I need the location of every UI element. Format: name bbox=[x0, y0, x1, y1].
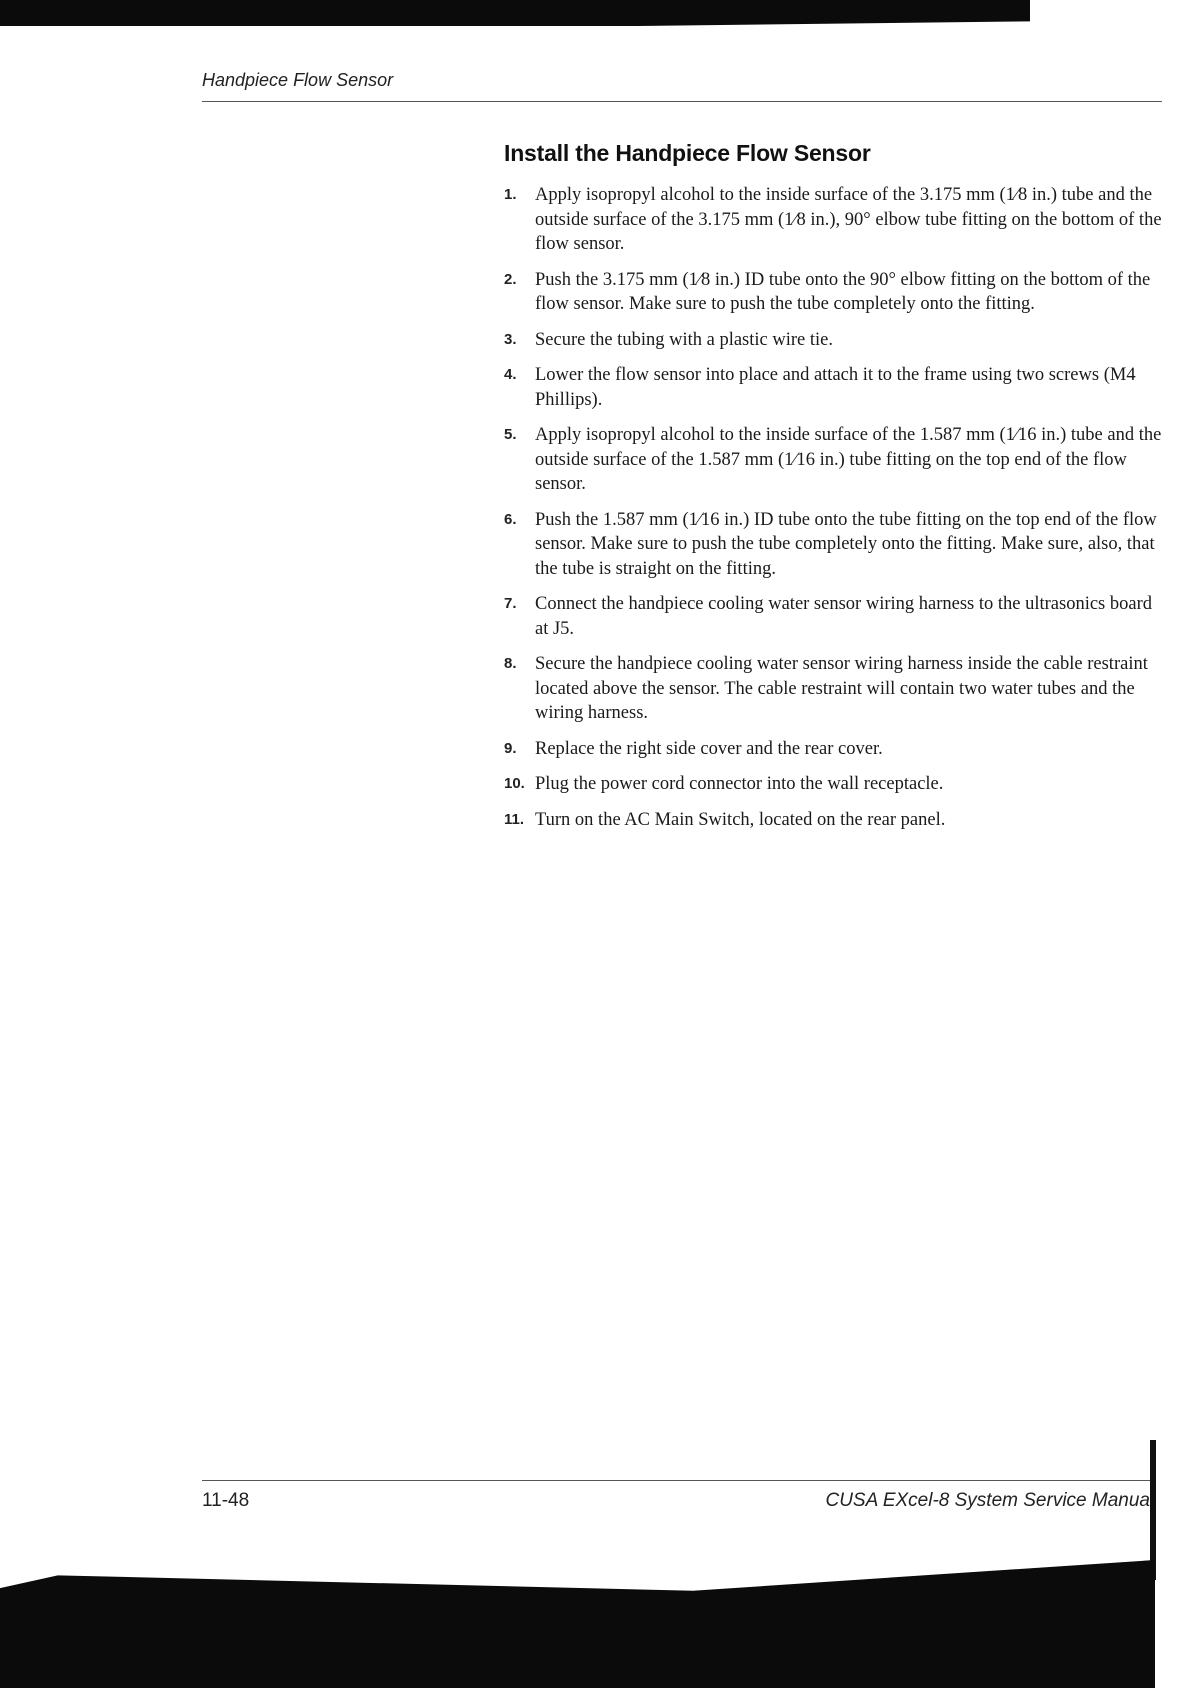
step-item bbox=[504, 268, 1164, 317]
step-text: Push the 3.175 mm (1⁄8 in.) ID tube onto the 90° elbow fitting on the bottom of the flow sensor. Make sure to push the tube completely onto the fitting. bbox=[535, 269, 1151, 314]
scan-right-edge bbox=[1150, 1440, 1156, 1580]
step-text: Secure the handpiece cooling water sensor wiring harness inside the cable restraint located above the sensor. The cable restraint will contain two water tubes and the wiring harness. bbox=[535, 654, 1148, 723]
step-text: Apply isopropyl alcohol to the inside surface of the 1.587 mm (1⁄16 in.) tube and the outside surface of the 1.587 mm (1⁄16 in.) tube fitting on the top end of the flow sensor. bbox=[535, 425, 1162, 494]
step-number: 10. bbox=[504, 775, 525, 792]
procedure-steps bbox=[504, 183, 1164, 843]
step-item bbox=[504, 508, 1164, 582]
step-item bbox=[504, 328, 1164, 353]
step-number: 9. bbox=[504, 739, 517, 757]
step-text: Push the 1.587 mm (1⁄16 in.) ID tube onto the tube fitting on the top end of the flow sensor. Make sure to push the tube completely onto the fitting. Make sure, also, that the tube is straight on the fitting. bbox=[535, 509, 1157, 579]
step-item bbox=[504, 183, 1164, 257]
step-text: Connect the handpiece cooling water sensor wiring harness to the ultrasonics board at J5. bbox=[535, 594, 1153, 639]
header-rule bbox=[202, 101, 1162, 102]
step-item bbox=[504, 737, 1164, 762]
step-number: 1. bbox=[504, 186, 517, 203]
step-text: Replace the right side cover and the rear cover. bbox=[535, 738, 883, 759]
scan-bottom-border bbox=[0, 1560, 1155, 1688]
step-number: 3. bbox=[504, 330, 517, 348]
page-number: 11-48 bbox=[202, 1490, 250, 1511]
step-number: 6. bbox=[504, 510, 517, 528]
step-text: Turn on the AC Main Switch, located on the rear panel. bbox=[535, 809, 946, 830]
step-item bbox=[504, 423, 1164, 497]
footer-rule bbox=[202, 1480, 1150, 1481]
step-item bbox=[504, 808, 1164, 833]
step-text: Plug the power cord connector into the wall receptacle. bbox=[535, 774, 944, 794]
step-number: 7. bbox=[504, 595, 517, 612]
step-item bbox=[504, 592, 1164, 641]
step-number: 8. bbox=[504, 655, 517, 672]
step-item bbox=[504, 363, 1164, 412]
manual-title: CUSA EXcel-8 System Service Manua bbox=[825, 1490, 1150, 1511]
step-text: Apply isopropyl alcohol to the inside surface of the 3.175 mm (1⁄8 in.) tube and the outside surface of the 3.175 mm (1⁄8 in.), 90° elbow tube fitting on the bottom of the flow sensor. bbox=[535, 185, 1162, 254]
step-number: 4. bbox=[504, 366, 517, 383]
step-number: 2. bbox=[504, 270, 517, 288]
step-number: 5. bbox=[504, 426, 517, 443]
step-item bbox=[504, 652, 1164, 726]
running-header: Handpiece Flow Sensor bbox=[202, 70, 394, 90]
step-text: Secure the tubing with a plastic wire tie. bbox=[535, 329, 833, 350]
step-number: 11. bbox=[504, 810, 525, 828]
step-item bbox=[504, 772, 1164, 797]
section-title: Install the Handpiece Flow Sensor bbox=[504, 140, 871, 166]
scan-top-border bbox=[0, 0, 1030, 26]
step-text: Lower the flow sensor into place and attach it to the frame using two screws (M4 Phillips). bbox=[535, 365, 1136, 410]
